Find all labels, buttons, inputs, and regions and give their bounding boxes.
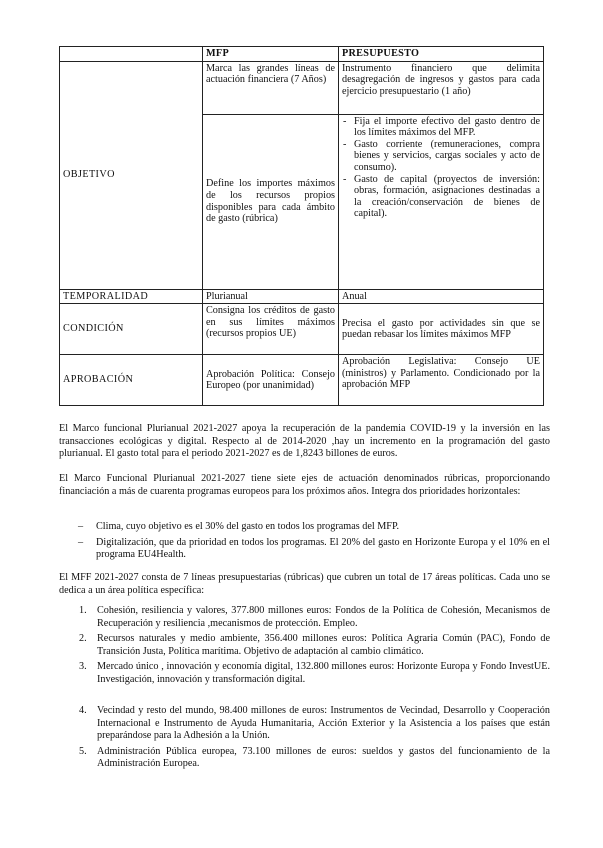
objetivo-presupuesto-1: Instrumento financiero que delimita desagregación de ingresos y gastos para cada ejercicio presupuestario (1 año) <box>339 61 544 114</box>
list-item: - Gasto corriente (remuneraciones, compra bienes y servicios, cargas sociales y acto de consumo). <box>354 139 540 174</box>
list-item <box>59 605 550 630</box>
list-item <box>59 661 550 686</box>
condicion-mfp: Consigna los créditos de gasto en sus límites máximos (recursos propios UE) <box>203 304 339 355</box>
item-text: Mercado único , innovación y economía digital, 132.800 millones euros: Horizonte Europa y Fondo InvestUE. Investigación, innovación y transformación digital. <box>97 661 550 685</box>
rubricas-list-part-1 <box>59 605 550 690</box>
list-item <box>59 537 550 562</box>
dash-marker: – <box>78 536 84 548</box>
priorities-list <box>59 521 550 565</box>
item-text: Recursos naturales y medio ambiente, 356.400 millones euros: Política Agraria Común (PAC), Fondo de Transición Justa, Política marítima. Objetivo de adaptación al cambio climático. <box>97 633 550 657</box>
table-row-aprobacion <box>60 355 544 406</box>
objetivo-mfp-2: Define los importes máximos de los recursos propios disponibles para cada ámbito de gasto (rúbrica) <box>203 114 339 289</box>
dash-marker: – <box>78 521 84 532</box>
condicion-presupuesto: Precisa el gasto por actividades sin que se puedan rebasar los límites máximos MFP <box>339 304 544 355</box>
rubricas-list-part-2 <box>59 705 550 774</box>
row-label-condicion: CONDICIÓN <box>60 304 203 355</box>
row-label-aprobacion: APROBACIÓN <box>60 355 203 406</box>
row-label-objetivo: OBJETIVO <box>60 61 203 289</box>
list-item <box>59 521 550 534</box>
item-number: 3. <box>79 661 87 673</box>
item-number: 2. <box>79 633 87 645</box>
temporalidad-mfp: Plurianual <box>203 289 339 304</box>
temporalidad-presupuesto: Anual <box>339 289 544 304</box>
header-empty-cell <box>60 47 203 62</box>
objetivo-presupuesto-2 <box>339 114 544 289</box>
item-number: 1. <box>79 605 87 616</box>
list-item: - Gasto de capital (proyectos de inversión: obras, formación, asignaciones destinadas a la creación/conservación de bienes de capital). <box>354 174 540 220</box>
list-item <box>59 705 550 743</box>
list-item: - Fija el importe efectivo del gasto dentro de los límites máximos del MFP. <box>354 116 540 139</box>
paragraph-intro: El Marco funcional Plurianual 2021-2027 apoya la recuperación de la pandemia COVID-19 y la inversión en las transacciones ecológicas y digital. Respecto al de 2014-2020 ,hay un incremento en la programación del gasto plurianual. El gasto total para el periodo 2021-2027 es de 1,8243 billones de euros. <box>59 423 550 460</box>
objetivo-presupuesto-list <box>342 116 540 220</box>
comparison-table <box>59 46 544 406</box>
paragraph-ejes: El Marco Funcional Plurianual 2021-2027 tiene siete ejes de actuación denominados rúbricas, proporcionando financiación a más de cuarenta programas europeos para los próximos años. Integra dos prioridades horizontales: <box>59 473 550 497</box>
list-item <box>59 633 550 658</box>
objetivo-mfp-1: Marca las grandes líneas de actuación financiera (7 Años) <box>203 61 339 114</box>
item-text: Administración Pública europea, 73.100 millones de euros: sueldos y gastos del funcionamiento de la Administración Europea. <box>97 745 550 770</box>
paragraph-rubricas: El MFF 2021-2027 consta de 7 líneas presupuestarias (rúbricas) que cubren un total de 17 áreas políticas. Cada uno se dedica a un área política específica: <box>59 572 550 596</box>
item-number: 5. <box>79 745 87 757</box>
table-row-condicion <box>60 304 544 355</box>
priority-text: Clima, cuyo objetivo es el 30% del gasto en todos los programas del MFP. <box>96 521 400 532</box>
list-item <box>59 746 550 771</box>
priority-text: Digitalización, que da prioridad en todos los programas. El 20% del gasto en Horizonte Europa y el 10% en el programa EU4Health. <box>96 536 550 561</box>
aprobacion-presupuesto: Aprobación Legislativa: Consejo UE (ministros) y Parlamento. Condicionado por la aprobación MFP <box>339 355 544 406</box>
table-row-temporalidad <box>60 289 544 304</box>
header-mfp: MFP <box>203 47 339 62</box>
header-presupuesto: PRESUPUESTO <box>339 47 544 62</box>
item-number: 4. <box>79 705 87 716</box>
table-row-objetivo-1 <box>60 61 544 114</box>
aprobacion-mfp: Aprobación Política: Consejo Europeo (por unanimidad) <box>203 355 339 406</box>
row-label-temporalidad: TEMPORALIDAD <box>60 289 203 304</box>
item-text: Vecindad y resto del mundo, 98.400 millones de euros: Instrumentos de Vecindad, Desarrollo y Cooperación Internacional e Instrumento de Ayuda Humanitaria, Acción Exterior y la Asistencia a los países que están preparándose para la Adhesión a la Unión. <box>97 705 550 742</box>
item-text: Cohesión, resiliencia y valores, 377.800 millones euros: Fondos de la Política de Cohesión, Mecanismos de Recuperación y resiliencia ,mecanismos de protección. Empleo. <box>97 605 550 629</box>
table-header-row <box>60 47 544 62</box>
